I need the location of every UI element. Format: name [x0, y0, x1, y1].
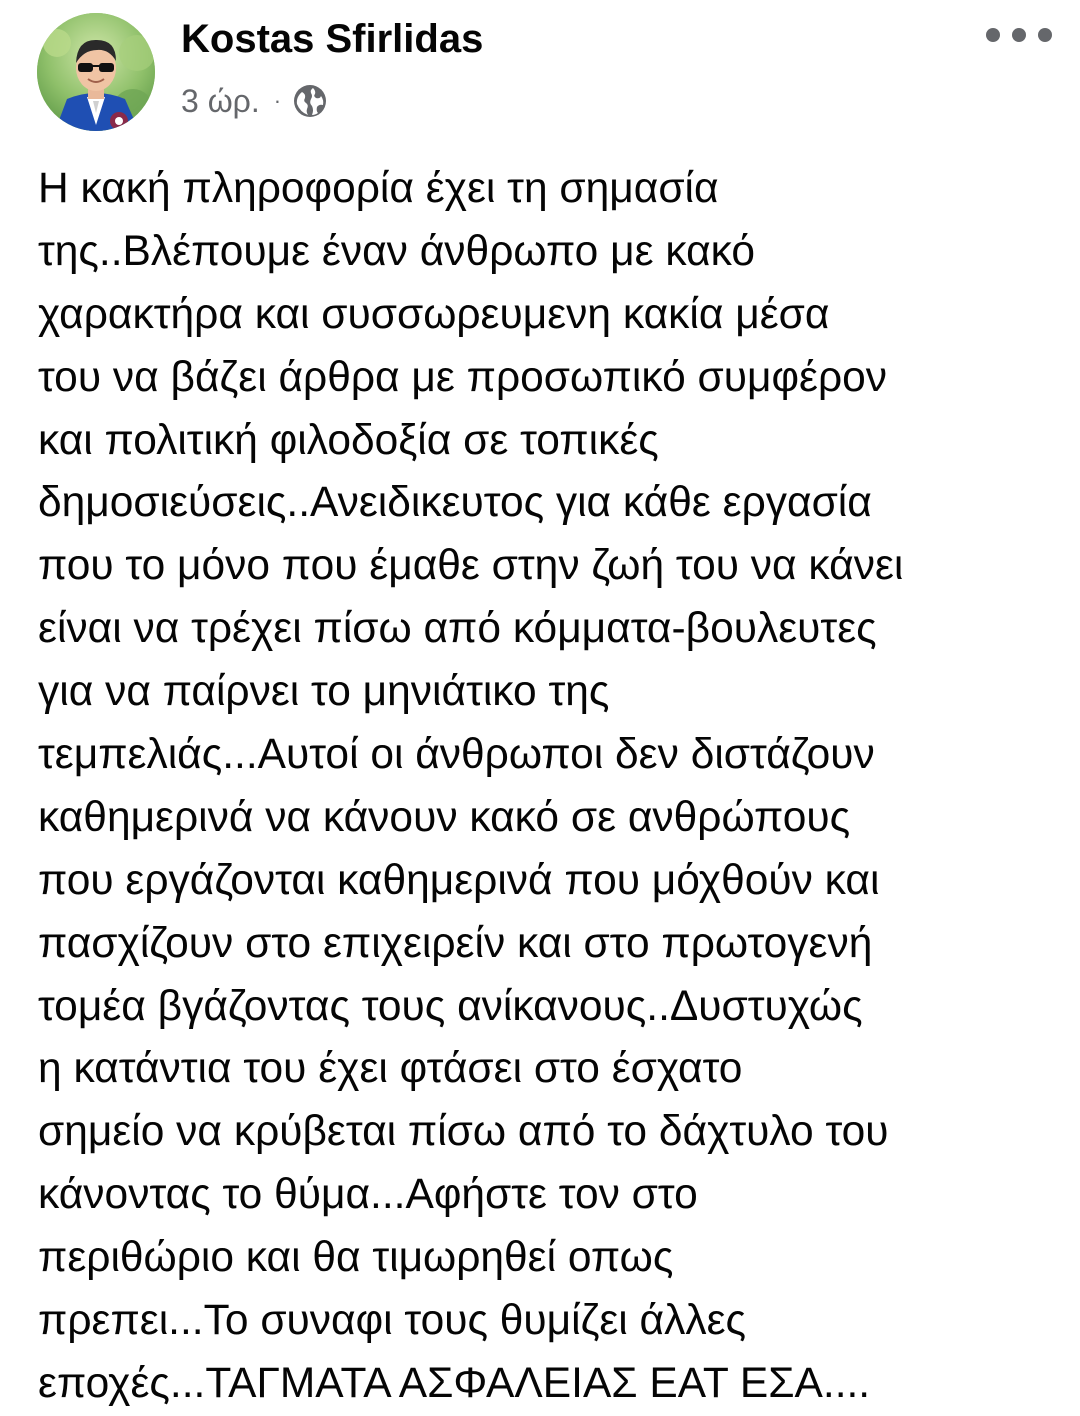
author-name[interactable]: Kostas Sfirlidas — [181, 17, 484, 61]
profile-photo — [37, 13, 155, 131]
post-text-line: της..Βλέπουμε έναν άνθρωπο με κακό — [38, 227, 756, 275]
more-dot — [1038, 28, 1052, 42]
post-text-line: και πολιτική φιλοδοξία σε τοπικές — [38, 416, 659, 464]
post-text-line: είναι να τρέχει πίσω από κόμματα-βουλευτες — [38, 605, 877, 653]
more-options-button[interactable] — [986, 18, 1052, 52]
post-timestamp[interactable]: 3 ώρ. — [181, 82, 260, 119]
globe-icon[interactable] — [293, 84, 327, 118]
post-body — [38, 158, 1053, 1416]
post-text-line: χαρακτήρα και συσσωρευμενη κακία μέσα — [38, 290, 830, 338]
post-text-line: σημείο να κρύβεται πίσω από το δάχτυλο του — [38, 1108, 889, 1156]
avatar[interactable] — [37, 13, 155, 131]
post-text-line: τομέα βγάζοντας τους ανίκανους..Δυστυχώς — [38, 982, 863, 1030]
post-text-line: περιθώριο και θα τιμωρηθεί οπως — [38, 1234, 674, 1282]
more-dot — [986, 28, 1000, 42]
more-dot — [1012, 28, 1026, 42]
post-text-line: για να παίρνει το μηνιάτικο της — [38, 668, 610, 716]
post-text-line: κάνοντας το θύμα...Αφήστε τον στο — [38, 1171, 698, 1219]
post-text-line: τεμπελιάς...Αυτοί οι άνθρωποι δεν διστάζουν — [38, 731, 875, 779]
post-text-line: πρεπει...Το συναφι τους θυμίζει άλλες — [38, 1297, 747, 1345]
post-text-line: η κατάντια του έχει φτάσει στο έσχατο — [38, 1045, 743, 1093]
post-text-line: Η κακή πληροφορία έχει τη σημασία — [38, 165, 719, 212]
post-text-line: του να βάζει άρθρα με προσωπικό συμφέρον — [38, 353, 888, 401]
post-text-line: πασχίζουν στο επιχειρείν και στο πρωτογενή — [38, 919, 873, 967]
meta-separator: · — [273, 88, 282, 113]
post-text-line: εποχές...ΤΑΓΜΑΤΑ ΑΣΦΑΛΕΙΑΣ ΕΑΤ ΕΣΑ.... — [38, 1359, 871, 1407]
post-text-line: καθημερινά να κάνουν κακό σε ανθρώπους — [38, 793, 851, 841]
post-meta — [181, 78, 327, 124]
post-text-line: δημοσιεύσεις..Ανειδικευτος για κάθε εργασία — [38, 479, 872, 527]
post-text-line: που το μόνο που έμαθε στην ζωή του να κάνει — [38, 542, 904, 590]
post-text-line: που εργάζονται καθημερινά που μόχθούν και — [38, 856, 880, 904]
